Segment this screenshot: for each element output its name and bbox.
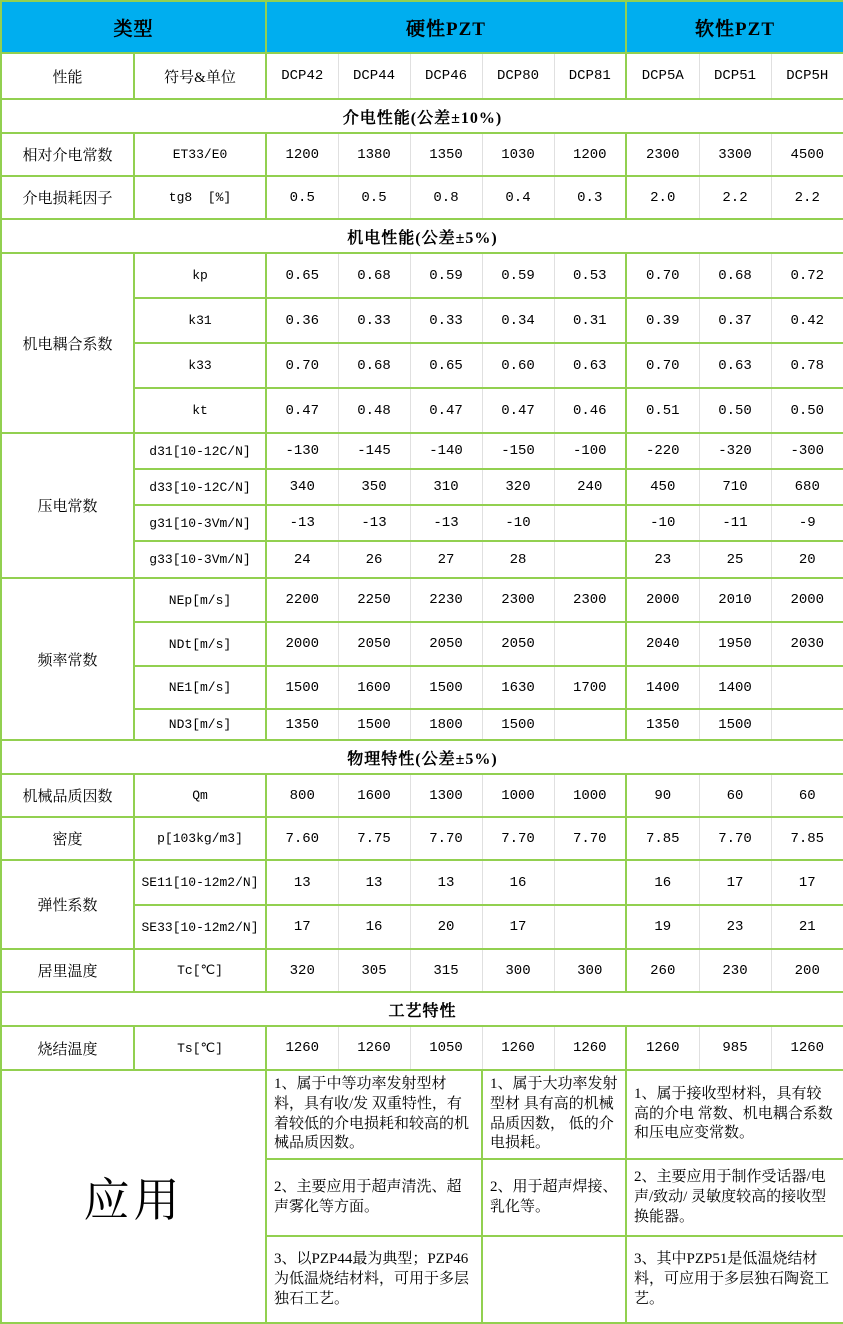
value-cell: 0.63 xyxy=(699,343,771,388)
value-cell: 310 xyxy=(410,469,482,505)
property-cell: 介电损耗因子 xyxy=(1,176,134,219)
value-cell: 7.70 xyxy=(410,817,482,860)
value-cell: 19 xyxy=(626,905,699,949)
property-cell: 频率常数 xyxy=(1,578,134,740)
value-cell: 17 xyxy=(699,860,771,905)
value-cell: 0.31 xyxy=(554,298,626,343)
value-cell: 13 xyxy=(410,860,482,905)
value-cell xyxy=(554,905,626,949)
symbol-cell: kt xyxy=(134,388,266,433)
symbol-cell: kp xyxy=(134,253,266,298)
value-cell: 0.65 xyxy=(266,253,338,298)
value-cell: 20 xyxy=(410,905,482,949)
property-cell: 弹性系数 xyxy=(1,860,134,949)
value-cell: 1260 xyxy=(554,1026,626,1070)
property-cell: 压电常数 xyxy=(1,433,134,578)
value-cell: 7.85 xyxy=(771,817,843,860)
value-cell: -13 xyxy=(338,505,410,541)
value-cell: 680 xyxy=(771,469,843,505)
value-cell: 0.70 xyxy=(266,343,338,388)
application-note: 1、属于大功率发射型材 具有高的机械品质因数， 低的介电损耗。 xyxy=(482,1070,626,1159)
value-cell: 230 xyxy=(699,949,771,992)
symbol-cell: SE11[10-12m2/N] xyxy=(134,860,266,905)
value-cell: -130 xyxy=(266,433,338,469)
value-cell: 0.42 xyxy=(771,298,843,343)
value-cell xyxy=(554,860,626,905)
value-cell: 2.2 xyxy=(699,176,771,219)
value-cell: 1500 xyxy=(410,666,482,709)
value-cell: 0.70 xyxy=(626,343,699,388)
value-cell: 20 xyxy=(771,541,843,578)
symbol-cell: tg8 [%] xyxy=(134,176,266,219)
value-cell: 17 xyxy=(266,905,338,949)
value-cell: 450 xyxy=(626,469,699,505)
header-soft-pzt: 软性PZT xyxy=(626,1,843,53)
symbol-cell: NDt[m/s] xyxy=(134,622,266,666)
value-cell: -145 xyxy=(338,433,410,469)
property-cell: 相对介电常数 xyxy=(1,133,134,176)
value-cell: -320 xyxy=(699,433,771,469)
value-cell: 2030 xyxy=(771,622,843,666)
value-cell: 60 xyxy=(771,774,843,817)
symbol-cell: ND3[m/s] xyxy=(134,709,266,740)
value-cell: 13 xyxy=(266,860,338,905)
property-cell: 烧结温度 xyxy=(1,1026,134,1070)
value-cell: 2040 xyxy=(626,622,699,666)
value-cell: -220 xyxy=(626,433,699,469)
value-cell: 1500 xyxy=(482,709,554,740)
value-cell: 1200 xyxy=(554,133,626,176)
value-cell: 7.60 xyxy=(266,817,338,860)
value-cell: 0.63 xyxy=(554,343,626,388)
value-cell: 0.33 xyxy=(410,298,482,343)
model-header: DCP51 xyxy=(699,53,771,99)
value-cell xyxy=(771,709,843,740)
value-cell: 7.75 xyxy=(338,817,410,860)
value-cell: 0.47 xyxy=(410,388,482,433)
value-cell: 1260 xyxy=(482,1026,554,1070)
value-cell: -100 xyxy=(554,433,626,469)
section-title: 介电性能(公差±10%) xyxy=(1,99,843,133)
value-cell: 0.39 xyxy=(626,298,699,343)
value-cell: 1260 xyxy=(266,1026,338,1070)
value-cell: 1260 xyxy=(338,1026,410,1070)
application-note: 3、以PZP44最为典型；PZP46为低温烧结材料，可用于多层独石工艺。 xyxy=(266,1236,482,1323)
value-cell: 1350 xyxy=(626,709,699,740)
symbol-cell: k33 xyxy=(134,343,266,388)
value-cell: 1350 xyxy=(266,709,338,740)
value-cell xyxy=(554,622,626,666)
value-cell: 7.70 xyxy=(554,817,626,860)
value-cell xyxy=(554,541,626,578)
header-symbol-unit: 符号&单位 xyxy=(134,53,266,99)
value-cell: 0.50 xyxy=(771,388,843,433)
value-cell: 0.36 xyxy=(266,298,338,343)
value-cell: 0.72 xyxy=(771,253,843,298)
symbol-cell: NE1[m/s] xyxy=(134,666,266,709)
model-header: DCP42 xyxy=(266,53,338,99)
value-cell: 985 xyxy=(699,1026,771,1070)
application-note xyxy=(482,1236,626,1323)
value-cell: 1400 xyxy=(626,666,699,709)
value-cell: 0.68 xyxy=(699,253,771,298)
symbol-cell: ET33/E0 xyxy=(134,133,266,176)
value-cell: 2200 xyxy=(266,578,338,622)
symbol-cell: Ts[℃] xyxy=(134,1026,266,1070)
value-cell: 320 xyxy=(266,949,338,992)
value-cell: 2050 xyxy=(338,622,410,666)
value-cell: 1630 xyxy=(482,666,554,709)
value-cell: 1380 xyxy=(338,133,410,176)
symbol-cell: d31[10-12C/N] xyxy=(134,433,266,469)
model-header: DCP46 xyxy=(410,53,482,99)
value-cell: 1260 xyxy=(626,1026,699,1070)
value-cell: -13 xyxy=(410,505,482,541)
value-cell: 17 xyxy=(482,905,554,949)
value-cell: -10 xyxy=(482,505,554,541)
value-cell: 26 xyxy=(338,541,410,578)
value-cell: 0.5 xyxy=(266,176,338,219)
value-cell: -300 xyxy=(771,433,843,469)
value-cell: 1200 xyxy=(266,133,338,176)
value-cell: 305 xyxy=(338,949,410,992)
value-cell: -150 xyxy=(482,433,554,469)
value-cell: -140 xyxy=(410,433,482,469)
model-header: DCP5A xyxy=(626,53,699,99)
value-cell: 300 xyxy=(482,949,554,992)
value-cell: 0.65 xyxy=(410,343,482,388)
value-cell: 1950 xyxy=(699,622,771,666)
value-cell: -13 xyxy=(266,505,338,541)
value-cell: 60 xyxy=(699,774,771,817)
model-header: DCP44 xyxy=(338,53,410,99)
value-cell: 1000 xyxy=(482,774,554,817)
model-header: DCP5H xyxy=(771,53,843,99)
value-cell: 0.59 xyxy=(410,253,482,298)
value-cell: 0.53 xyxy=(554,253,626,298)
value-cell: 16 xyxy=(338,905,410,949)
symbol-cell: p[103kg/m3] xyxy=(134,817,266,860)
value-cell: 7.85 xyxy=(626,817,699,860)
value-cell: -10 xyxy=(626,505,699,541)
value-cell: 0.34 xyxy=(482,298,554,343)
value-cell: 2000 xyxy=(266,622,338,666)
value-cell: 0.47 xyxy=(482,388,554,433)
value-cell: 7.70 xyxy=(482,817,554,860)
property-cell: 机电耦合系数 xyxy=(1,253,134,433)
value-cell: 0.50 xyxy=(699,388,771,433)
value-cell: 90 xyxy=(626,774,699,817)
value-cell: 1600 xyxy=(338,666,410,709)
value-cell: 13 xyxy=(338,860,410,905)
value-cell: 320 xyxy=(482,469,554,505)
value-cell: 0.51 xyxy=(626,388,699,433)
model-header: DCP80 xyxy=(482,53,554,99)
value-cell: 0.48 xyxy=(338,388,410,433)
symbol-cell: k31 xyxy=(134,298,266,343)
symbol-cell: SE33[10-12m2/N] xyxy=(134,905,266,949)
value-cell: -11 xyxy=(699,505,771,541)
value-cell: 21 xyxy=(771,905,843,949)
value-cell: 1500 xyxy=(266,666,338,709)
value-cell: 0.68 xyxy=(338,343,410,388)
value-cell: 0.33 xyxy=(338,298,410,343)
value-cell: 24 xyxy=(266,541,338,578)
application-note: 1、属于接收型材料，具有较高的介电 常数、机电耦合系数和压电应变常数。 xyxy=(626,1070,843,1159)
value-cell: 1600 xyxy=(338,774,410,817)
section-title: 物理特性(公差±5%) xyxy=(1,740,843,774)
value-cell: 240 xyxy=(554,469,626,505)
value-cell: 340 xyxy=(266,469,338,505)
value-cell: 1400 xyxy=(699,666,771,709)
symbol-cell: g33[10-3Vm/N] xyxy=(134,541,266,578)
value-cell: 1050 xyxy=(410,1026,482,1070)
header-type: 类型 xyxy=(1,1,266,53)
value-cell: 1260 xyxy=(771,1026,843,1070)
application-note: 2、主要应用于超声清洗、超声雾化等方面。 xyxy=(266,1159,482,1236)
model-header: DCP81 xyxy=(554,53,626,99)
value-cell: 1800 xyxy=(410,709,482,740)
value-cell: 2.0 xyxy=(626,176,699,219)
value-cell: 1030 xyxy=(482,133,554,176)
value-cell: -9 xyxy=(771,505,843,541)
value-cell: 0.8 xyxy=(410,176,482,219)
value-cell: 0.4 xyxy=(482,176,554,219)
header-performance: 性能 xyxy=(1,53,134,99)
value-cell: 1700 xyxy=(554,666,626,709)
value-cell: 2300 xyxy=(626,133,699,176)
value-cell: 0.68 xyxy=(338,253,410,298)
application-note: 2、用于超声焊接、乳化等。 xyxy=(482,1159,626,1236)
value-cell: 1300 xyxy=(410,774,482,817)
value-cell: 0.3 xyxy=(554,176,626,219)
value-cell: 7.70 xyxy=(699,817,771,860)
symbol-cell: NEp[m/s] xyxy=(134,578,266,622)
section-title: 工艺特性 xyxy=(1,992,843,1026)
value-cell: 710 xyxy=(699,469,771,505)
application-note: 1、属于中等功率发射型材料，具有收/发 双重特性，有着较低的介电损耗和较高的机械品质因数。 xyxy=(266,1070,482,1159)
value-cell: 1350 xyxy=(410,133,482,176)
value-cell xyxy=(554,505,626,541)
value-cell: 2000 xyxy=(626,578,699,622)
value-cell: 1000 xyxy=(554,774,626,817)
value-cell: 2250 xyxy=(338,578,410,622)
value-cell xyxy=(554,709,626,740)
value-cell: 2.2 xyxy=(771,176,843,219)
application-note: 2、主要应用于制作受话器/电声/致动/ 灵敏度较高的接收型换能器。 xyxy=(626,1159,843,1236)
value-cell: 350 xyxy=(338,469,410,505)
value-cell: 0.78 xyxy=(771,343,843,388)
value-cell: 0.70 xyxy=(626,253,699,298)
value-cell: 16 xyxy=(626,860,699,905)
symbol-cell: Qm xyxy=(134,774,266,817)
symbol-cell: g31[10-3Vm/N] xyxy=(134,505,266,541)
value-cell: 16 xyxy=(482,860,554,905)
value-cell: 200 xyxy=(771,949,843,992)
value-cell: 315 xyxy=(410,949,482,992)
value-cell: 3300 xyxy=(699,133,771,176)
value-cell: 0.37 xyxy=(699,298,771,343)
application-note: 3、其中PZP51是低温烧结材料，可应用于多层独石陶瓷工艺。 xyxy=(626,1236,843,1323)
value-cell: 2230 xyxy=(410,578,482,622)
application-label: 应用 xyxy=(1,1070,266,1323)
symbol-cell: d33[10-12C/N] xyxy=(134,469,266,505)
value-cell: 2010 xyxy=(699,578,771,622)
value-cell: 23 xyxy=(699,905,771,949)
value-cell: 2300 xyxy=(482,578,554,622)
property-cell: 居里温度 xyxy=(1,949,134,992)
property-cell: 机械品质因数 xyxy=(1,774,134,817)
symbol-cell: Tc[℃] xyxy=(134,949,266,992)
value-cell: 25 xyxy=(699,541,771,578)
value-cell: 2050 xyxy=(482,622,554,666)
property-cell: 密度 xyxy=(1,817,134,860)
value-cell: 260 xyxy=(626,949,699,992)
value-cell: 0.59 xyxy=(482,253,554,298)
value-cell: 300 xyxy=(554,949,626,992)
value-cell: 1500 xyxy=(338,709,410,740)
pzt-table-body xyxy=(1,1,843,1323)
value-cell: 27 xyxy=(410,541,482,578)
value-cell: 4500 xyxy=(771,133,843,176)
value-cell: 2300 xyxy=(554,578,626,622)
value-cell: 800 xyxy=(266,774,338,817)
value-cell: 17 xyxy=(771,860,843,905)
value-cell: 0.46 xyxy=(554,388,626,433)
value-cell: 0.5 xyxy=(338,176,410,219)
value-cell xyxy=(771,666,843,709)
value-cell: 28 xyxy=(482,541,554,578)
value-cell: 0.60 xyxy=(482,343,554,388)
value-cell: 23 xyxy=(626,541,699,578)
value-cell: 0.47 xyxy=(266,388,338,433)
value-cell: 1500 xyxy=(699,709,771,740)
value-cell: 2050 xyxy=(410,622,482,666)
section-title: 机电性能(公差±5%) xyxy=(1,219,843,253)
value-cell: 2000 xyxy=(771,578,843,622)
header-hard-pzt: 硬性PZT xyxy=(266,1,626,53)
